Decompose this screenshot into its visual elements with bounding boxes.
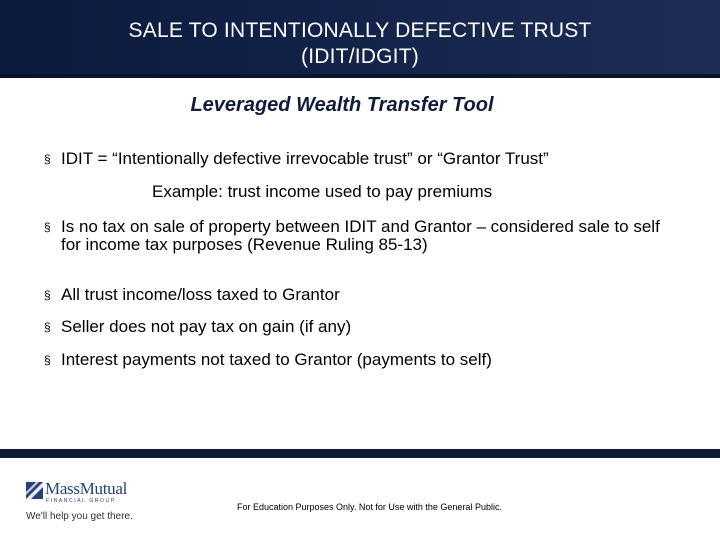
bullet-marker: § — [44, 320, 51, 334]
bullet-item — [44, 351, 674, 369]
bullet-text: Is no tax on sale of property between IDIT and Grantor – considered sale to self for income tax purposes (Revenue Ruling 85-13) — [61, 217, 660, 254]
example-text: Example: trust income used to pay premiums — [152, 182, 493, 201]
bullet-item — [44, 150, 674, 168]
bullet-marker: § — [44, 152, 51, 166]
bullet-marker: § — [44, 288, 51, 302]
bullet-text: IDIT = “Intentionally defective irrevocable trust” or “Grantor Trust” — [61, 149, 549, 168]
bullet-item — [44, 218, 674, 254]
bullet-text: Interest payments not taxed to Grantor (payments to self) — [61, 350, 492, 369]
massmutual-logo — [26, 478, 146, 526]
logo-name: MassMutual — [45, 479, 128, 498]
bullet-item — [44, 286, 674, 304]
slide-title-line-1: SALE TO INTENTIONALLY DEFECTIVE TRUST — [128, 19, 592, 42]
logo-mark-icon — [26, 482, 43, 499]
slide-title-line-2: (IDIT/IDGIT) — [301, 45, 419, 68]
footer-band — [0, 449, 720, 458]
logo-group: FINANCIAL GROUP — [46, 498, 116, 504]
logo-tagline: We'll help you get there. — [26, 511, 133, 522]
bullet-text: All trust income/loss taxed to Grantor — [61, 285, 340, 304]
bullet-text: Seller does not pay tax on gain (if any) — [61, 317, 352, 336]
bullet-marker: § — [44, 220, 51, 234]
bullet-marker: § — [44, 353, 51, 367]
slide-subtitle: Leveraged Wealth Transfer Tool — [190, 94, 494, 116]
bullet-item — [44, 318, 674, 336]
disclaimer: For Education Purposes Only. Not for Use with the General Public. — [237, 502, 502, 512]
title-bar — [0, 0, 720, 78]
